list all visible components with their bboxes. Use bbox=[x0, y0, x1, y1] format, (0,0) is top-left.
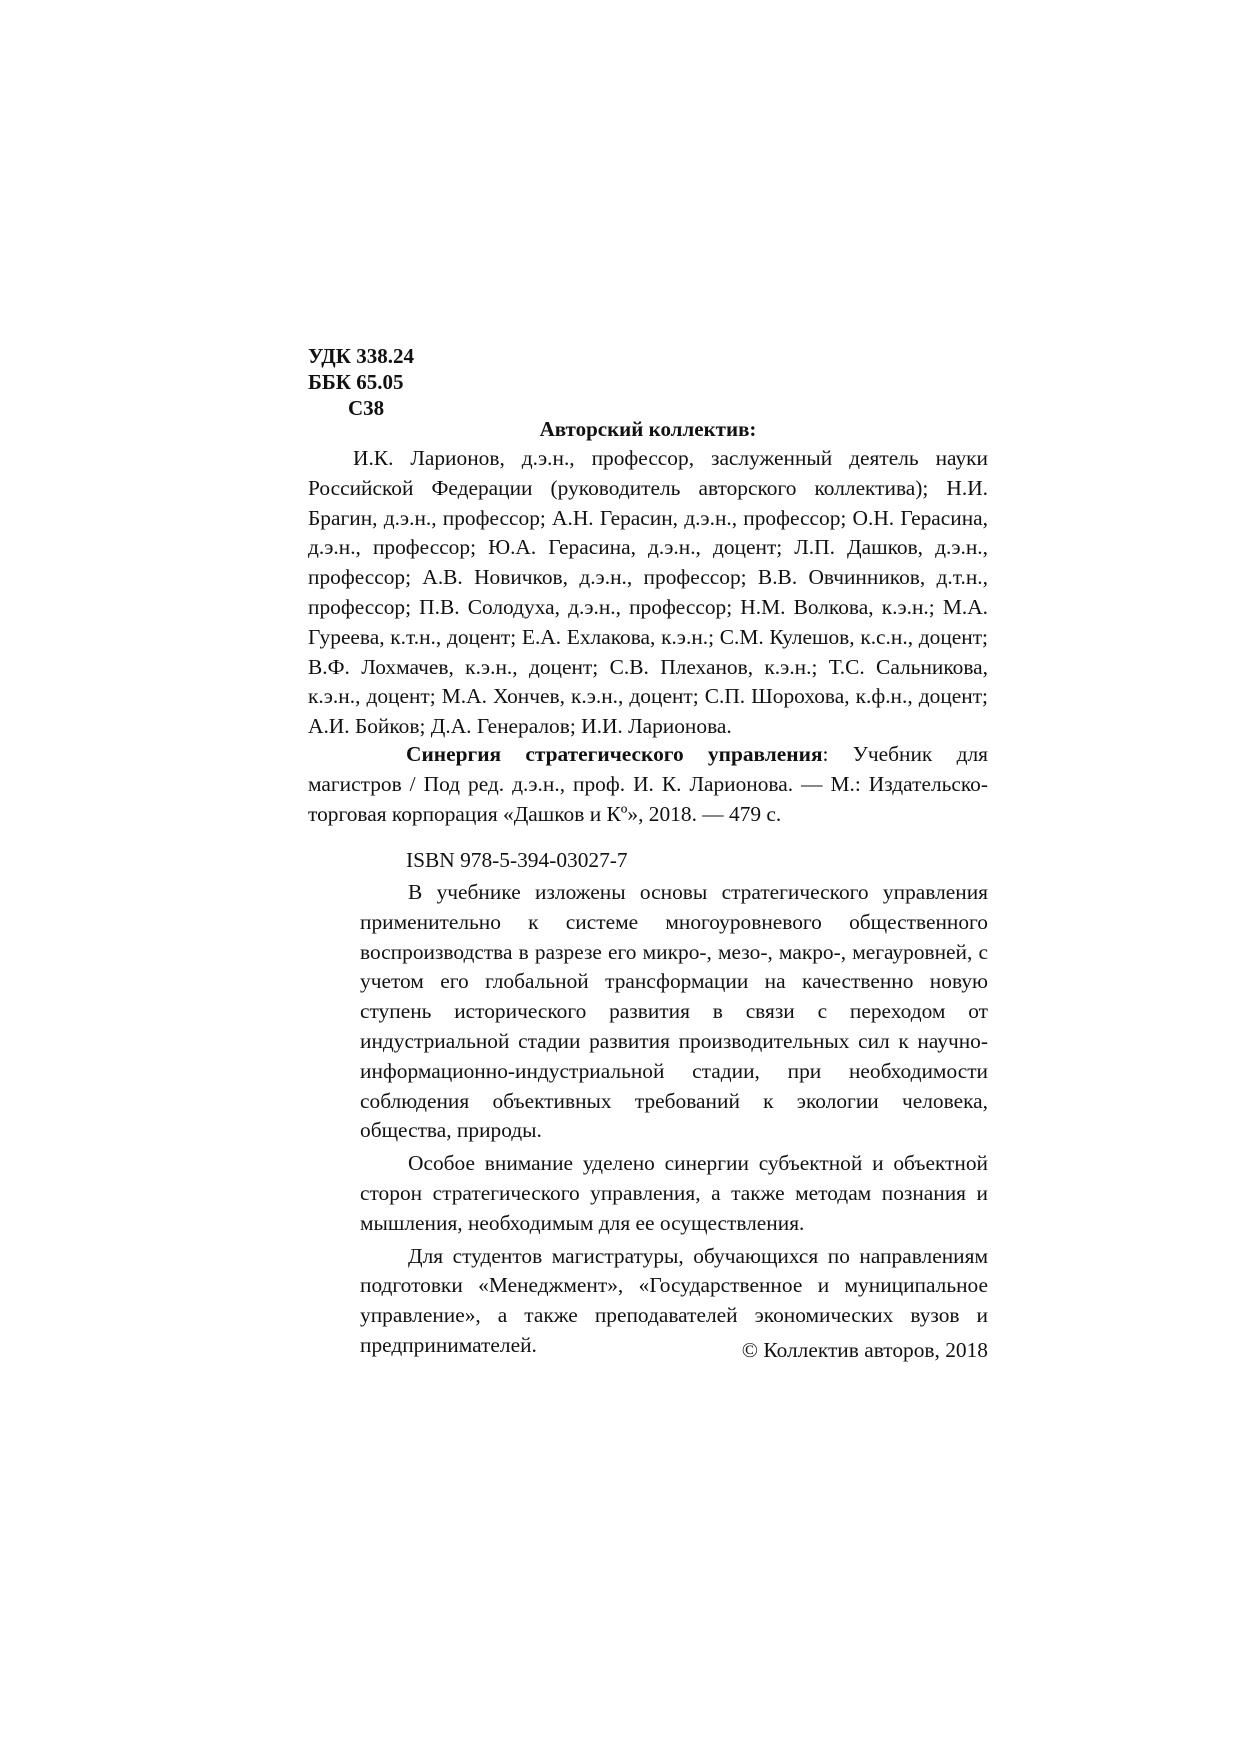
bibliographic-description: : Учебник для магистров / Под ред. д.э.н., проф. И. К. Ларионова. — М.: Издательско-торговая корпорация «Дашков и Кº», 2018. — 479 с. bbox=[308, 742, 988, 826]
bibliographic-record bbox=[308, 740, 988, 829]
abstract-paragraph: Для студентов магистратуры, обучающихся по направлениям подготовки «Менеджмент», «Государственное и муниципальное управление», а также преподавателей экономических вузов и предпринимателей. bbox=[360, 1243, 988, 1357]
bbk-code: ББК 65.05 bbox=[308, 370, 404, 394]
abstract bbox=[360, 878, 988, 1364]
abstract-paragraph: Особое внимание уделено синергии субъектной и объектной сторон стратегического управления, а также методам познания и мышления, необходимым для ее осуществления. bbox=[360, 1151, 988, 1235]
authors-heading: Авторский коллектив: bbox=[539, 417, 757, 441]
abstract-paragraph: В учебнике изложены основы стратегического управления применительно к системе многоуровневого общественного воспроизводства в разрезе его микро-, мезо-, макро-, мегауровней, с учетом его глобальной трансформации на качественно новую ступень исторического развития в связи с переходом от индустриальной стадии развития производительных сил к научно-информационно-индустриальной стадии, при необходимости соблюдения объективных требований к экологии человека, общества, природы. bbox=[360, 880, 988, 1143]
authors-list: И.К. Ларионов, д.э.н., профессор, заслуженный деятель науки Российской Федерации (руководитель авторского коллектива); Н.И. Брагин, д.э.н., профессор; А.Н. Герасин, д.э.н., профессор; О.Н. Герасина, д.э.н., профессор; Ю.А. Герасина, д.э.н., доцент; Л.П. Дашков, д.э.н., профессор; А.В. Новичков, д.э.н., профессор; В.В. Овчинников, д.т.н., профессор; П.В. Солодуха, д.э.н., профессор; Н.М. Волкова, к.э.н.; М.А. Гуреева, к.т.н., доцент; Е.А. Ехлакова, к.э.н.; С.М. Кулешов, к.с.н., доцент; В.Ф. Лохмачев, к.э.н., доцент; С.В. Плеханов, к.э.н.; Т.С. Сальникова, к.э.н., доцент; М.А. Хончев, к.э.н., доцент; С.П. Шорохова, к.ф.н., доцент; А.И. Бойков; Д.А. Генералов; И.И. Ларионова. bbox=[308, 446, 988, 739]
book-title: Синергия стратегического управления bbox=[406, 742, 823, 766]
copyright-notice: © Коллектив авторов, 2018 bbox=[741, 1338, 988, 1362]
classification-codes bbox=[308, 343, 414, 421]
isbn: ISBN 978-5-394-03027-7 bbox=[406, 848, 628, 872]
udk-code: УДК 338.24 bbox=[308, 344, 414, 368]
author-mark: С38 bbox=[348, 396, 385, 420]
